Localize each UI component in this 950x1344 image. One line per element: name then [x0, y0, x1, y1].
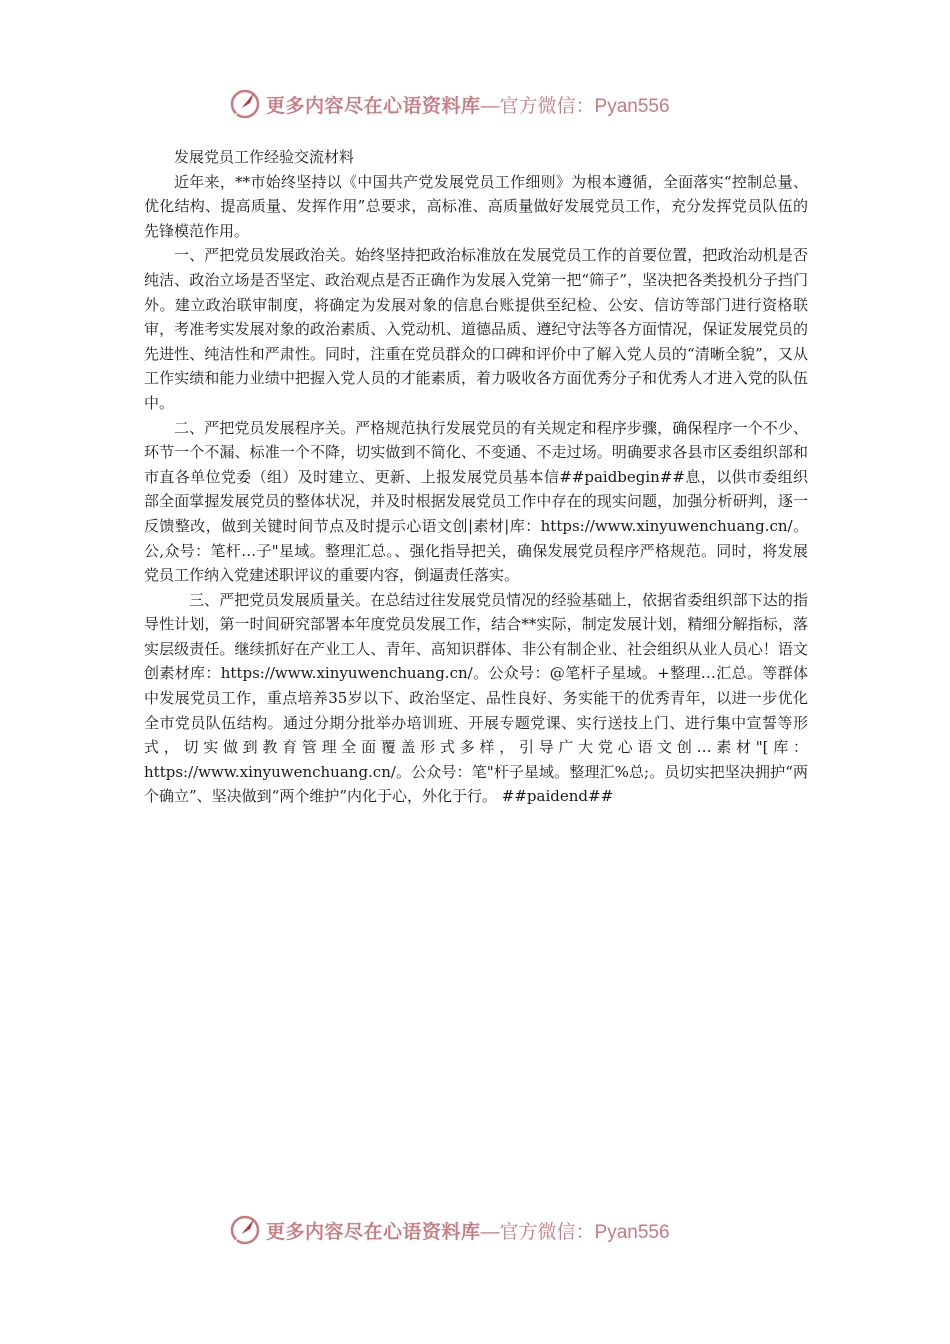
header-banner: [228, 84, 728, 124]
header-slogan: 更多内容尽在心语资料库: [266, 94, 481, 117]
document-title: 发展党员工作经验交流材料: [174, 148, 355, 166]
footer-banner: [228, 1210, 728, 1250]
section-1-paragraph: 一、严把党员发展政治关。始终坚持把政治标准放在发展党员工作的首要位置，把政治动机是否纯洁、政治立场是否坚定、政治观点是否正确作为发展入党第一把“筛子”，坚决把各类投机分子挡门外。建立政治联审制度，将确定为发展对象的信息台账提供至纪检、公安、信访等部门进行资格联审，考准考实发展对象的政治素质、入党动机、道德品质、遵纪守法等各方面情况，保证发展党员的先进性、纯洁性和严肃性。同时，注重在党员群众的口碑和评价中了解入党人员的“清晰全貌”，又从工作实绩和能力业绩中把握入党人员的才能素质，着力吸收各方面优秀分子和优秀人才进入党的队伍中。: [144, 246, 808, 412]
footer-wechat: —官方微信：Pyan556: [480, 1221, 670, 1243]
section-2-paragraph: 二、严把党员发展程序关。严格规范执行发展党员的有关规定和程序步骤，确保程序一个不少、环节一个不漏、标准一个不降，切实做到不简化、不变通、不走过场。明确要求各县市区委组织部和市直各单位党委（组）及时建立、更新、上报发展党员基本信##paidbegin##息，以供市委组织部全面掌握发展党员的整体状况，并及时根据发展党员工作中存在的现实问题，加强分析研判，逐一反馈整改，做到关键时间节点及时提示心语文创|素材|库：https://www.xinyuwenchuang.cn/。公,众号：笔杆…子"星域。整理汇总。、强化指导把关，确保发展党员程序严格规范。同时，将发展党员工作纳入党建述职评议的重要内容，倒逼责任落实。: [144, 418, 808, 585]
intro-paragraph: 近年来，**市始终坚持以《中国共产党发展党员工作细则》为根本遵循，全面落实“控制总量、优化结构、提高质量、发挥作用”总要求，高标准、高质量做好发展党员工作，充分发挥党员队伍的先锋模范作用。: [144, 172, 808, 240]
document-body: [144, 145, 808, 809]
quill-logo-icon: [228, 1213, 262, 1247]
section-3-paragraph: 三、严把党员发展质量关。在总结过往发展党员情况的经验基础上，依据省委组织部下达的指导性计划，第一时间研究部署本年度党员发展工作，结合**实际，制定发展计划，精细分解指标，落实层级责任。继续抓好在产业工人、青年、高知识群体、非公有制企业、社会组织从业人员心！语文创素材库：https://www.xinyuwenchuang.cn/。公众号：@笔杆子星域。+整理…汇总。等群体中发展党员工作，重点培养35岁以下、政治坚定、品性良好、务实能干的优秀青年，以进一步优化全市党员队伍结构。通过分期分批举办培训班、开展专题党课、实行送技上门、进行集中宣誓等形式，切实做到教育管理全面覆盖形式多样，引导广大党心语文创…素材"[库：https://www.xinyuwenchuang.cn/。公众号：笔"杆子星域。整理汇%总;。员切实把坚决拥护“两个确立”、坚决做到“两个维护”内化于心，外化于行。 ##paidend##: [144, 590, 808, 806]
header-wechat: —官方微信：Pyan556: [480, 95, 670, 117]
quill-logo-icon: [228, 87, 262, 121]
footer-slogan: 更多内容尽在心语资料库: [266, 1220, 481, 1243]
